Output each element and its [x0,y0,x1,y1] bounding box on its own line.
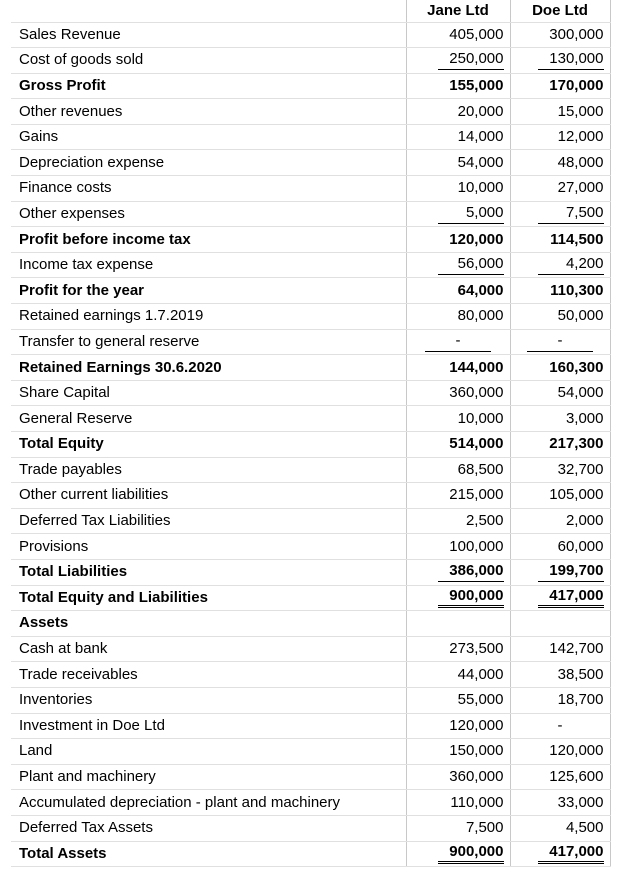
jane-value-cell [406,483,510,509]
row-label: Plant and machinery [11,764,406,790]
row-label: Profit for the year [11,278,406,304]
doe-value: 60,000 [557,537,604,555]
financial-table [11,0,611,867]
doe-value-cell [510,662,610,688]
doe-value: 114,500 [550,230,604,248]
jane-value-cell [406,380,510,406]
doe-value: 199,700 [538,562,604,582]
doe-value-cell [510,48,610,74]
doe-value: 142,700 [549,640,604,658]
jane-value: 56,000 [438,255,504,275]
jane-value-cell [406,304,510,330]
row-label: Provisions [11,534,406,560]
doe-value-cell [510,99,610,125]
jane-value: 386,000 [438,562,504,582]
doe-value-cell [510,790,610,816]
row-label: Total Liabilities [11,559,406,585]
jane-value-cell [406,73,510,99]
table-row [11,432,610,458]
row-label: Total Equity [11,432,406,458]
row-label: Income tax expense [11,252,406,278]
jane-value: 10,000 [457,179,504,197]
table-row [11,99,610,125]
row-label: Retained earnings 1.7.2019 [11,304,406,330]
table-row [11,22,610,48]
doe-value: 50,000 [557,307,604,325]
jane-value-cell [406,48,510,74]
jane-value-cell [406,713,510,739]
doe-value: 130,000 [538,50,604,70]
table-row [11,585,610,611]
table-row [11,329,610,355]
table-row [11,483,610,509]
row-label: Total Equity and Liabilities [11,585,406,611]
row-label: Other revenues [11,99,406,125]
jane-value: 110,000 [450,793,504,811]
jane-value: 155,000 [449,76,504,94]
jane-value-cell [406,585,510,611]
doe-value-cell [510,559,610,585]
jane-value: 120,000 [449,230,504,248]
doe-value-cell [510,585,610,611]
table-row [11,48,610,74]
jane-value-cell [406,227,510,253]
doe-value-cell [510,508,610,534]
doe-value-cell [510,278,610,304]
table-row [11,534,610,560]
jane-value-cell [406,815,510,841]
doe-value-cell [510,713,610,739]
doe-value-cell [510,329,610,355]
row-label: Finance costs [11,176,406,202]
row-label: Investment in Doe Ltd [11,713,406,739]
header-jane-ltd: Jane Ltd [406,0,510,22]
row-label: Gross Profit [11,73,406,99]
table-row [11,611,610,637]
doe-value: 2,000 [565,512,604,530]
jane-value: 360,000 [449,384,504,402]
table-row [11,278,610,304]
doe-value-cell [510,355,610,381]
jane-value-cell [406,508,510,534]
jane-value: 68,500 [457,460,504,478]
table-row [11,764,610,790]
doe-value-cell [510,124,610,150]
row-label: Transfer to general reserve [11,329,406,355]
jane-value: 20,000 [457,102,504,120]
doe-value: 48,000 [557,153,604,171]
doe-value-cell [510,739,610,765]
jane-value-cell [406,662,510,688]
doe-value-cell [510,457,610,483]
table-row [11,201,610,227]
jane-value-cell [406,457,510,483]
doe-value: - [557,716,563,734]
row-label: Cost of goods sold [11,48,406,74]
jane-value-cell [406,278,510,304]
jane-value: 405,000 [449,25,504,43]
row-label: Land [11,739,406,765]
jane-value-cell [406,176,510,202]
table-row [11,815,610,841]
doe-value: 160,300 [549,358,604,376]
table-row [11,662,610,688]
row-label: Deferred Tax Assets [11,815,406,841]
jane-value-cell [406,406,510,432]
jane-value: 55,000 [457,691,504,709]
doe-value: 417,000 [538,843,604,864]
header-doe-ltd: Doe Ltd [510,0,610,22]
row-label: Inventories [11,687,406,713]
table-row [11,227,610,253]
table-row [11,636,610,662]
doe-value-cell [510,636,610,662]
jane-value: 80,000 [457,307,504,325]
jane-value: 273,500 [449,640,504,658]
jane-value-cell [406,790,510,816]
jane-value: 14,000 [457,128,504,146]
jane-value-cell [406,611,510,637]
row-label: Gains [11,124,406,150]
table-row [11,687,610,713]
doe-value-cell [510,380,610,406]
jane-value: 900,000 [438,843,504,864]
jane-value: 360,000 [449,768,504,786]
table-row [11,124,610,150]
table-row [11,739,610,765]
table-row [11,150,610,176]
jane-value: - [425,332,491,352]
jane-value-cell [406,534,510,560]
table-row [11,790,610,816]
doe-value: 18,700 [557,691,604,709]
table-row [11,406,610,432]
jane-value: 120,000 [449,716,504,734]
row-label: General Reserve [11,406,406,432]
row-label: Share Capital [11,380,406,406]
doe-value-cell [510,611,610,637]
jane-value: 2,500 [465,512,504,530]
doe-value: 170,000 [549,76,604,94]
doe-value: 54,000 [557,384,604,402]
row-label: Cash at bank [11,636,406,662]
table-row [11,508,610,534]
row-label: Assets [11,611,406,637]
jane-value: 64,000 [457,281,504,299]
jane-value: 44,000 [457,665,504,683]
doe-value: 110,300 [550,281,604,299]
doe-value: 15,000 [557,102,604,120]
doe-value: 7,500 [538,204,604,224]
header-row [11,0,610,22]
doe-value: 33,000 [557,793,604,811]
table-row [11,841,610,867]
jane-value-cell [406,739,510,765]
table-row [11,304,610,330]
jane-value-cell [406,355,510,381]
doe-value: 300,000 [549,25,604,43]
jane-value-cell [406,124,510,150]
row-label: Other current liabilities [11,483,406,509]
jane-value-cell [406,841,510,867]
jane-value-cell [406,201,510,227]
doe-value-cell [510,150,610,176]
row-label: Deferred Tax Liabilities [11,508,406,534]
doe-value-cell [510,304,610,330]
jane-value-cell [406,329,510,355]
doe-value-cell [510,534,610,560]
row-label: Retained Earnings 30.6.2020 [11,355,406,381]
doe-value: 3,000 [565,409,604,427]
table-row [11,252,610,278]
jane-value: 900,000 [438,587,504,608]
doe-value: 38,500 [557,665,604,683]
doe-value-cell [510,483,610,509]
doe-value: 105,000 [549,486,604,504]
doe-value-cell [510,201,610,227]
row-label: Other expenses [11,201,406,227]
doe-value-cell [510,687,610,713]
doe-value: 125,600 [549,768,604,786]
jane-value: 514,000 [449,435,504,453]
doe-value-cell [510,73,610,99]
row-label: Total Assets [11,841,406,867]
row-label: Trade payables [11,457,406,483]
jane-value: 54,000 [457,153,504,171]
header-label-cell [11,0,406,22]
doe-value: 120,000 [549,742,604,760]
jane-value: 10,000 [457,409,504,427]
jane-value: 144,000 [449,358,504,376]
jane-value-cell [406,252,510,278]
doe-value-cell [510,841,610,867]
doe-value: 417,000 [538,587,604,608]
doe-value: 12,000 [557,128,604,146]
jane-value: 5,000 [438,204,504,224]
jane-value-cell [406,99,510,125]
jane-value-cell [406,150,510,176]
table-row [11,176,610,202]
row-label: Sales Revenue [11,22,406,48]
row-label: Depreciation expense [11,150,406,176]
table-row [11,380,610,406]
jane-value-cell [406,636,510,662]
jane-value-cell [406,687,510,713]
doe-value-cell [510,176,610,202]
jane-value: 250,000 [438,50,504,70]
jane-value: 150,000 [449,742,504,760]
doe-value-cell [510,227,610,253]
doe-value: 217,300 [549,435,604,453]
doe-value-cell [510,22,610,48]
jane-value-cell [406,764,510,790]
jane-value: 100,000 [449,537,504,555]
jane-value: 7,500 [465,819,504,837]
doe-value: 4,200 [538,255,604,275]
jane-value-cell [406,22,510,48]
table-row [11,355,610,381]
jane-value-cell [406,559,510,585]
doe-value-cell [510,432,610,458]
table-row [11,457,610,483]
doe-value-cell [510,815,610,841]
row-label: Profit before income tax [11,227,406,253]
doe-value-cell [510,252,610,278]
doe-value-cell [510,406,610,432]
doe-value-cell [510,764,610,790]
doe-value: - [527,332,593,352]
doe-value: 4,500 [565,819,604,837]
doe-value: 27,000 [557,179,604,197]
row-label: Trade receivables [11,662,406,688]
jane-value: 215,000 [449,486,504,504]
doe-value: 32,700 [557,460,604,478]
table-row [11,559,610,585]
jane-value-cell [406,432,510,458]
row-label: Accumulated depreciation - plant and machinery [11,790,406,816]
table-row [11,713,610,739]
table-row [11,73,610,99]
